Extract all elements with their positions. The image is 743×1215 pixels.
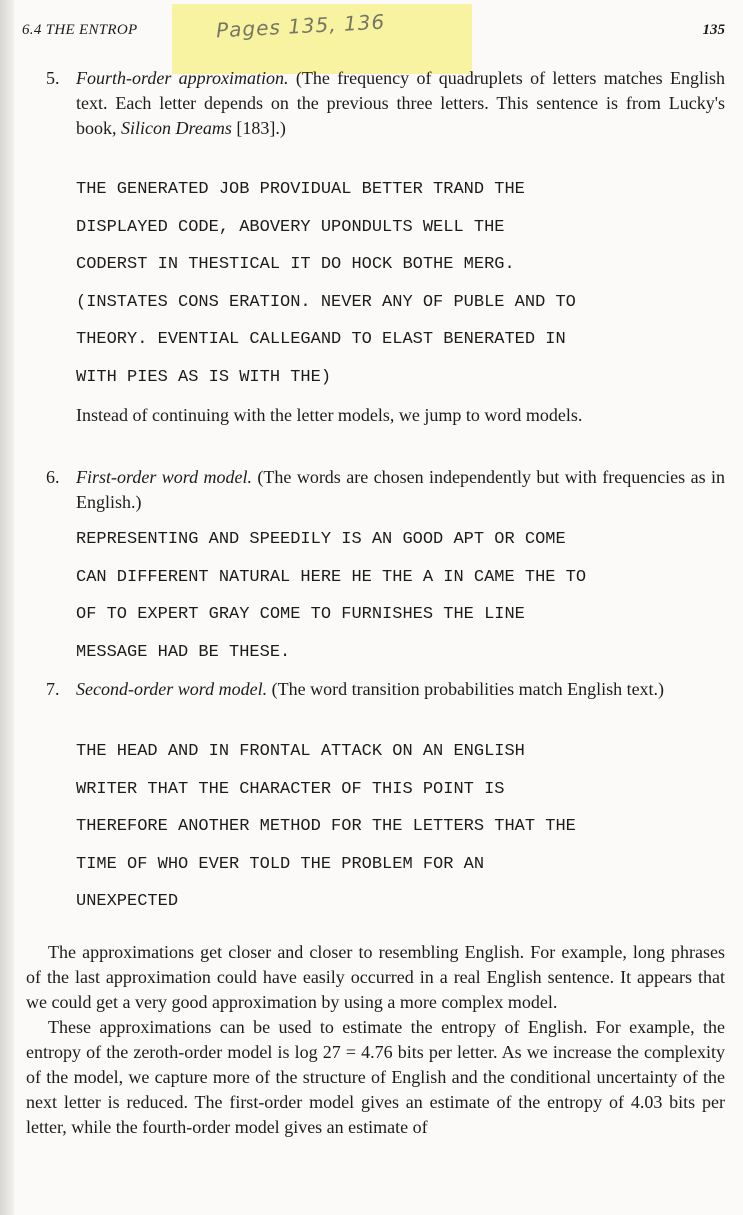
sample-text-block-6 <box>76 521 725 671</box>
item-description <box>76 66 725 141</box>
handwritten-note: Pages 135, 136 <box>215 9 386 43</box>
sample-text-block-7 <box>76 733 725 921</box>
paragraph: The approximations get closer and closer to resembling English. For example, long phrases of the last approximation could have easily occurred in a real English sentence. It appears that we could get a very good approximation by using a more complex model. <box>26 942 725 1012</box>
sample-line: UNEXPECTED <box>76 892 179 911</box>
item-title: Fourth-order approximation. <box>76 68 289 88</box>
list-item-7 <box>46 677 725 702</box>
sample-line: TIME OF WHO EVER TOLD THE PROBLEM FOR AN <box>76 854 485 874</box>
sticky-note <box>172 4 472 74</box>
item-title: First-order word model. <box>76 467 252 487</box>
transition-paragraph: Instead of continuing with the letter models, we jump to word models. <box>76 405 583 425</box>
sample-line: MESSAGE HAD BE THESE. <box>76 642 291 662</box>
reference: [183].) <box>236 118 286 138</box>
item-description <box>76 465 725 515</box>
sample-line: OF TO EXPERT GRAY COME TO FURNISHES THE LINE <box>76 605 525 624</box>
item-title: Second-order word model. <box>76 679 268 699</box>
item-text: (The word transition probabilities match English text.) <box>271 679 665 699</box>
page-number: 135 <box>702 22 725 38</box>
section-heading: 6.4 THE ENTROP <box>22 22 138 38</box>
item-text: (The words are chosen independently but with frequencies as in English.) <box>76 467 725 512</box>
sample-line: CODERST IN THESTICAL IT DO HOCK BOTHE MERG. <box>76 255 515 274</box>
page-gutter-shadow <box>0 0 14 1215</box>
book-title: Silicon Dreams <box>121 118 232 138</box>
sample-line: THEORY. EVENTIAL CALLEGAND TO ELAST BENERATED IN <box>76 330 566 349</box>
list-item-5 <box>46 66 725 141</box>
sample-line: THE GENERATED JOB PROVIDUAL BETTER TRAND THE <box>76 180 525 199</box>
item-text: (The frequency of quadruplets of letters matches English text. Each letter depends on the previous three letters. This sentence is from Lucky's book, <box>76 68 726 138</box>
sample-line: REPRESENTING AND SPEEDILY IS AN GOOD APT OR COME <box>76 530 566 549</box>
item-description <box>76 677 725 702</box>
sample-line: CAN DIFFERENT NATURAL HERE HE THE A IN CAME THE TO <box>76 567 587 587</box>
item-number: 5. <box>46 68 60 88</box>
sample-line: THE HEAD AND IN FRONTAL ATTACK ON AN ENGLISH <box>76 742 525 761</box>
sample-text-block-5 <box>76 171 725 396</box>
item-number: 7. <box>46 679 60 699</box>
list-item-6 <box>46 465 725 515</box>
paragraph: These approximations can be used to estimate the entropy of English. For example, the entropy of the zeroth-order model is log 27 = 4.76 bits per letter. As we increase the complexity of the model, we capture more of the structure of English and the conditional uncertainty of the next letter is reduced. The first-order model gives an estimate of the entropy of 4.03 bits per letter, while the fourth-order model gives an estimate of <box>26 1017 725 1137</box>
sample-line: WITH PIES AS IS WITH THE) <box>76 367 332 387</box>
sample-line: (INSTATES CONS ERATION. NEVER ANY OF PUBLE AND TO <box>76 292 576 312</box>
sample-line: THEREFORE ANOTHER METHOD FOR THE LETTERS THAT THE <box>76 817 576 836</box>
body-text <box>26 940 725 1140</box>
sample-line: WRITER THAT THE CHARACTER OF THIS POINT IS <box>76 779 505 799</box>
sample-line: DISPLAYED CODE, ABOVERY UPONDULTS WELL THE <box>76 217 505 237</box>
item-number: 6. <box>46 467 60 487</box>
